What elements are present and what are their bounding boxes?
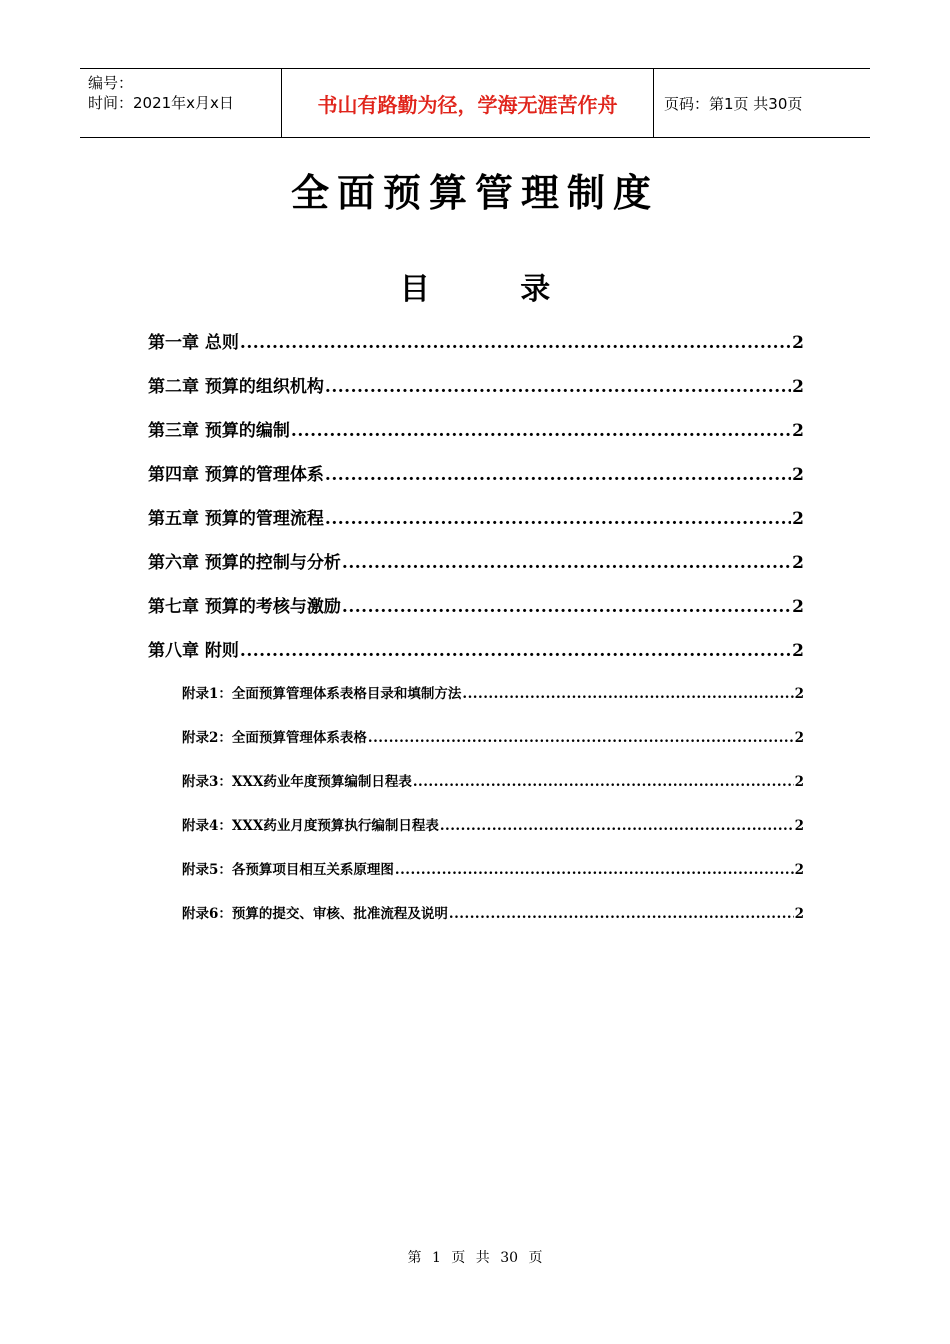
toc-entry-appendix-2[interactable] — [182, 726, 804, 746]
toc-entry-chapter-7[interactable] — [148, 592, 804, 617]
dot-leader — [291, 421, 791, 441]
toc-entry-page: 2 — [794, 774, 804, 790]
toc-entry-label: 第七章 预算的考核与激励 — [148, 597, 341, 617]
page-footer: 第 1 页 共 30 页 — [407, 1250, 543, 1266]
dot-leader — [325, 509, 791, 529]
dot-leader — [368, 730, 794, 746]
toc-entry-chapter-8[interactable] — [148, 636, 804, 661]
toc-entry-label: 第二章 预算的组织机构 — [148, 377, 324, 397]
page-header — [80, 68, 870, 138]
toc-entry-page: 2 — [794, 686, 804, 702]
toc-entry-label: 附录5：各预算项目相互关系原理图 — [182, 862, 394, 878]
toc-entry-page: 2 — [794, 730, 804, 746]
toc-entry-label: 第五章 预算的管理流程 — [148, 509, 324, 529]
toc-entry-label: 附录4：XXX药业月度预算执行编制日程表 — [182, 818, 439, 834]
header-page-info: 页码：第1页 共30页 — [664, 94, 803, 113]
toc-entry-page: 2 — [792, 421, 804, 441]
dot-leader — [325, 465, 791, 485]
time-label: 时间：2021年x月x日 — [88, 94, 234, 112]
toc-entry-page: 2 — [792, 333, 804, 353]
toc-entry-page: 2 — [794, 818, 804, 834]
toc-entry-page: 2 — [792, 553, 804, 573]
dot-leader — [240, 333, 791, 353]
toc-entry-page: 2 — [794, 906, 804, 922]
toc-entry-chapter-2[interactable] — [148, 372, 804, 397]
toc-entry-chapter-1[interactable] — [148, 328, 804, 353]
dot-leader — [440, 818, 794, 834]
dot-leader — [449, 906, 794, 922]
toc-entry-label: 第八章 附则 — [148, 641, 239, 661]
toc-entry-label: 第六章 预算的控制与分析 — [148, 553, 341, 573]
dot-leader — [342, 597, 791, 617]
dot-leader — [325, 377, 791, 397]
toc-entry-label: 第三章 预算的编制 — [148, 421, 290, 441]
toc-entry-label: 附录2：全面预算管理体系表格 — [182, 730, 367, 746]
toc-entry-chapter-6[interactable] — [148, 548, 804, 573]
toc-entry-label: 附录6：预算的提交、审核、批准流程及说明 — [182, 906, 448, 922]
toc-entry-page: 2 — [792, 509, 804, 529]
header-motto: 书山有路勤为径，学海无涯苦作舟 — [282, 69, 654, 137]
toc-entry-label: 附录1：全面预算管理体系表格目录和填制方法 — [182, 686, 462, 702]
header-meta-cell — [80, 69, 282, 137]
document-title: 全面预算管理制度 — [290, 171, 659, 215]
toc-entry-page: 2 — [792, 377, 804, 397]
dot-leader — [342, 553, 791, 573]
dot-leader — [240, 641, 791, 661]
toc-entry-appendix-6[interactable] — [182, 902, 804, 922]
toc-title: 目 录 — [399, 272, 591, 307]
toc-entry-appendix-1[interactable] — [182, 682, 804, 702]
toc-entry-page: 2 — [792, 465, 804, 485]
dot-leader — [395, 862, 794, 878]
number-label: 编号： — [88, 74, 134, 92]
toc-entry-chapter-4[interactable] — [148, 460, 804, 485]
toc-entry-label: 附录3：XXX药业年度预算编制日程表 — [182, 774, 412, 790]
toc-entry-label: 第四章 预算的管理体系 — [148, 465, 324, 485]
toc-entry-page: 2 — [792, 597, 804, 617]
dot-leader — [462, 686, 793, 702]
toc-entry-page: 2 — [794, 862, 804, 878]
toc-entry-chapter-3[interactable] — [148, 416, 804, 441]
dot-leader — [413, 774, 794, 790]
toc-entry-appendix-5[interactable] — [182, 858, 804, 878]
toc-entry-chapter-5[interactable] — [148, 504, 804, 529]
toc-entry-page: 2 — [792, 641, 804, 661]
toc-entry-label: 第一章 总则 — [148, 333, 239, 353]
toc-entry-appendix-4[interactable] — [182, 814, 804, 834]
toc-entry-appendix-3[interactable] — [182, 770, 804, 790]
